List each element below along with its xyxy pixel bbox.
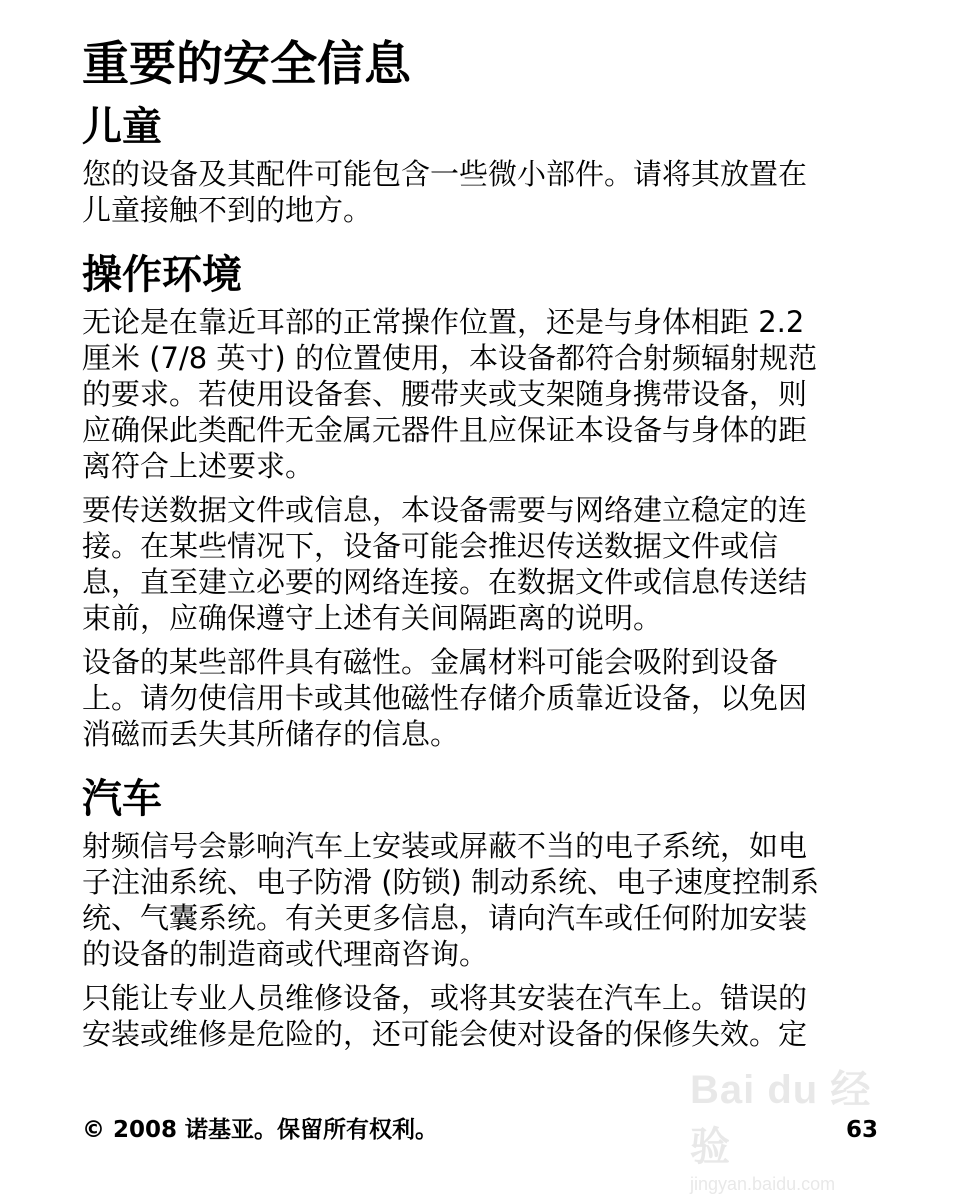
section-children [82, 98, 882, 228]
paragraph: 您的设备及其配件可能包含一些微小部件。请将其放置在 儿童接触不到的地方。 [82, 157, 808, 227]
section-heading-children: 儿童 [82, 104, 162, 150]
section-heading-operating-environment: 操作环境 [82, 252, 242, 298]
page-title: 重要的安全信息 [82, 37, 411, 92]
footer-copyright: © 2008 诺基亚。保留所有权利。 [82, 1117, 439, 1143]
paragraph: 要传送数据文件或信息，本设备需要与网络建立稳定的连 接。在某些情况下，设备可能会推迟传送数据文件或信 息，直至建立必要的网络连接。在数据文件或信息传送结 束前，应确保遵守上述有关间隔距离的说明。 [82, 493, 808, 635]
section-vehicles [82, 770, 882, 1052]
watermark-brand: Bai du 经验 [690, 1068, 872, 1169]
document-page [82, 32, 882, 1052]
watermark-url: jingyan.baidu.com [690, 1174, 836, 1194]
paragraph: 只能让专业人员维修设备，或将其安装在汽车上。错误的 安装或维修是危险的，还可能会使对设备的保修失效。定 [82, 981, 808, 1051]
section-operating-environment [82, 246, 882, 752]
section-heading-vehicles: 汽车 [82, 776, 162, 822]
paragraph: 设备的某些部件具有磁性。金属材料可能会吸附到设备 上。请勿使信用卡或其他磁性存储介质靠近设备，以免因 消磁而丢失其所储存的信息。 [82, 645, 808, 751]
paragraph: 无论是在靠近耳部的正常操作位置，还是与身体相距 2.2 厘米 (7/8 英寸) 的位置使用，本设备都符合射频辐射规范 的要求。若使用设备套、腰带夹或支架随身携带设备，则 应确保此类配件无金属元器件且应保证本设备与身体的距 离符合上述要求。 [82, 305, 817, 483]
paragraph: 射频信号会影响汽车上安装或屏蔽不当的电子系统，如电 子注油系统、电子防滑 (防锁) 制动系统、电子速度控制系 统、气囊系统。有关更多信息，请向汽车或任何附加安装 的设备的制造商或代理商咨询。 [82, 829, 820, 971]
page-number: 63 [846, 1117, 879, 1143]
